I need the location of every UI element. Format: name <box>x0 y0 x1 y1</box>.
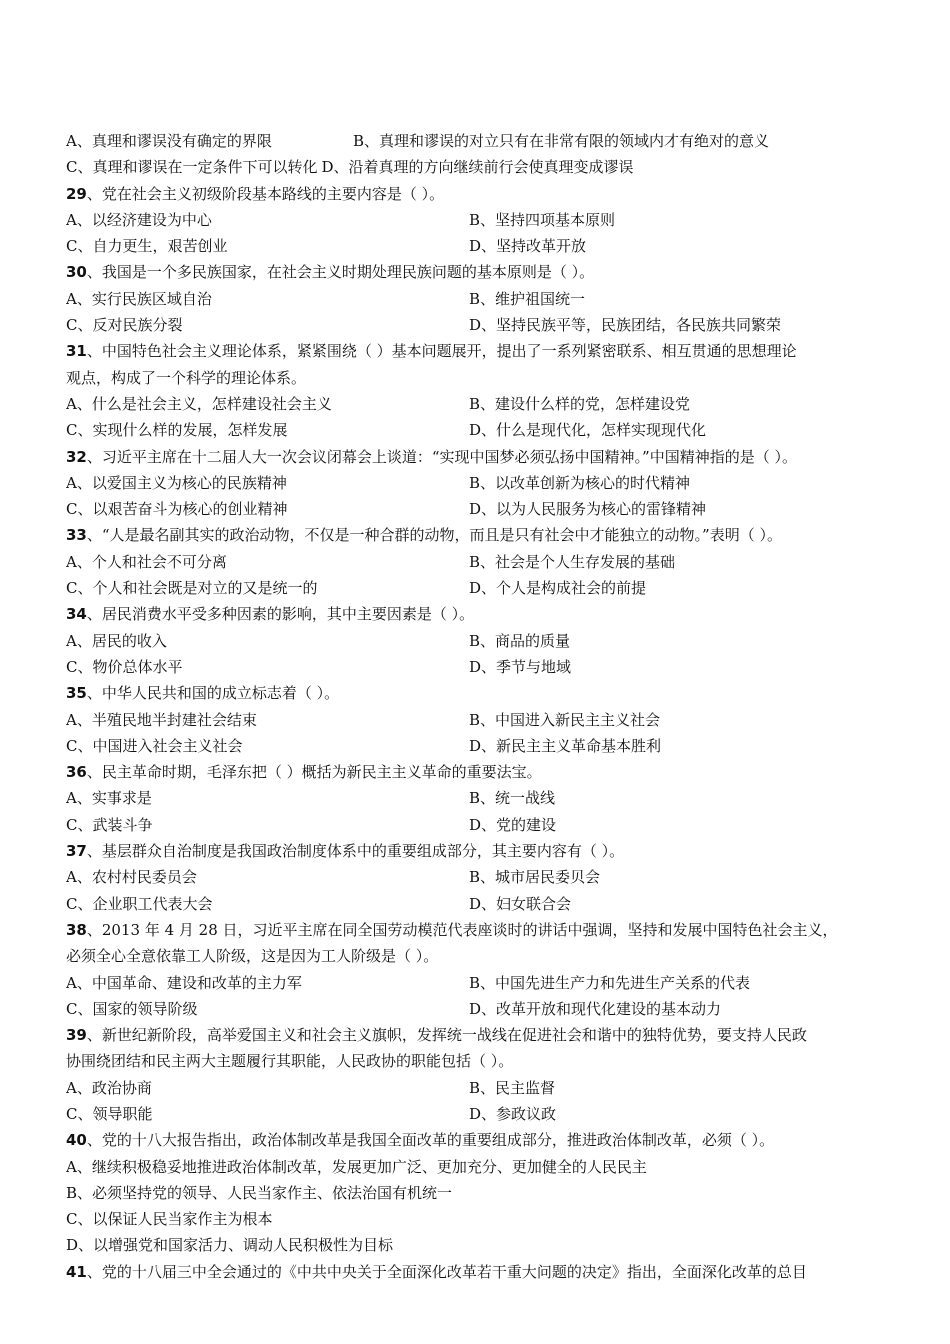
options-row <box>66 233 896 259</box>
option-b: B、统一战线 <box>469 789 556 808</box>
options-row <box>66 207 896 233</box>
option-a: A、以经济建设为中心 <box>66 210 212 229</box>
options-row <box>66 654 896 680</box>
question-36 <box>66 759 896 785</box>
option-a: A、居民的收入 <box>66 631 167 650</box>
option-c: C、中国进入社会主义社会 <box>66 736 243 755</box>
question-37 <box>66 838 896 864</box>
option-a: A、政治协商 <box>66 1078 152 1097</box>
question-text: 、居民消费水平受多种因素的影响，其中主要因素是（ ）。 <box>86 605 475 624</box>
option-d: D、党的建设 <box>469 815 557 834</box>
option-b: B、维护祖国统一 <box>469 289 586 308</box>
q28-options-row-2 <box>66 154 896 180</box>
option-d: D、以为人民服务为核心的雷锋精神 <box>469 500 707 519</box>
option-d: D、个人是构成社会的前提 <box>469 579 647 598</box>
question-text: 、党的十八届三中全会通过的《中共中央关于全面深化改革若干重大问题的决定》指出，全面深化改革的总目 <box>86 1262 807 1281</box>
options-row <box>66 391 896 417</box>
option-c: C、领导职能 <box>66 1104 153 1123</box>
option-b: B、坚持四项基本原则 <box>469 210 616 229</box>
option-d: D、新民主主义革命基本胜利 <box>469 736 662 755</box>
question-number: 36 <box>66 763 87 782</box>
options-row <box>66 575 896 601</box>
question-text: 、民主革命时期，毛泽东把（ ）概括为新民主主义革命的重要法宝。 <box>86 763 542 782</box>
option-c: C、国家的领导阶级 <box>66 999 198 1018</box>
options-row <box>66 1075 896 1101</box>
options-row <box>66 707 896 733</box>
question-text: 、新世纪新阶段，高举爱国主义和社会主义旗帜，发挥统一战线在促进社会和谐中的独特优势，要支持人民政 <box>86 1026 807 1045</box>
option-a: A、继续积极稳妥地推进政治体制改革，发展更加广泛、更加充分、更加健全的人民民主 <box>66 1157 647 1176</box>
option-d: D、什么是现代化，怎样实现现代化 <box>469 421 707 440</box>
question-number: 39 <box>66 1026 87 1045</box>
q28-option-b: B、真理和谬误的对立只有在非常有限的领域内才有绝对的意义 <box>353 132 770 150</box>
option-a: A、什么是社会主义，怎样建设社会主义 <box>66 394 332 413</box>
option-d: D、妇女联合会 <box>469 894 572 913</box>
exam-page <box>66 128 896 1285</box>
option-c: C、以艰苦奋斗为核心的创业精神 <box>66 500 288 519</box>
option-b: B、中国进入新民主主义社会 <box>469 710 661 729</box>
question-33 <box>66 522 896 548</box>
option-d: D、坚持民族平等，民族团结，各民族共同繁荣 <box>469 316 782 335</box>
question-number: 32 <box>66 447 87 466</box>
question-38 <box>66 917 896 943</box>
option-a: A、实事求是 <box>66 789 152 808</box>
option-a: A、实行民族区域自治 <box>66 289 212 308</box>
option-b: B、商品的质量 <box>469 631 571 650</box>
question-text: 、我国是一个多民族国家，在社会主义时期处理民族问题的基本原则是（ ）。 <box>86 263 595 282</box>
question-number: 31 <box>66 342 87 361</box>
question-35 <box>66 680 896 706</box>
options-row <box>66 496 896 522</box>
question-text: 、2013 年 4 月 28 日，习近平主席在同全国劳动模范代表座谈时的讲话中强调，坚持和发展中国特色社会主义， <box>86 920 838 939</box>
question-text: 、党的十八大报告指出，政治体制改革是我国全面改革的重要组成部分，推进政治体制改革，必须（ ）。 <box>86 1131 775 1150</box>
question-text-continued: 协围绕团结和民主两大主题履行其职能，人民政协的职能包括（ ）。 <box>66 1052 514 1071</box>
options-row <box>66 470 896 496</box>
options-row <box>66 970 896 996</box>
options-row <box>66 417 896 443</box>
option-d: D、坚持改革开放 <box>469 237 587 256</box>
question-number: 41 <box>66 1262 87 1281</box>
question-number: 34 <box>66 605 87 624</box>
option-b: B、中国先进生产力和先进生产关系的代表 <box>469 973 751 992</box>
question-41 <box>66 1259 896 1285</box>
option-d: D、改革开放和现代化建设的基本动力 <box>469 999 722 1018</box>
options-row <box>66 996 896 1022</box>
question-32 <box>66 444 896 470</box>
options-row <box>66 312 896 338</box>
q28-option-a: A、真理和谬误没有确定的界限 <box>66 132 272 150</box>
q28-option-d: D、沿着真理的方向继续前行会使真理变成谬误 <box>321 158 634 177</box>
option-b: B、民主监督 <box>469 1078 556 1097</box>
option-a: A、中国革命、建设和改革的主力军 <box>66 973 302 992</box>
question-39 <box>66 1022 896 1048</box>
question-text: 、“人是最名副其实的政治动物，不仅是一种合群的动物，而且是只有社会中才能独立的动物。”表明（ ）。 <box>86 526 782 545</box>
options-row <box>66 628 896 654</box>
option-d: D、参政议政 <box>469 1104 557 1123</box>
option-c: C、个人和社会既是对立的又是统一的 <box>66 579 318 598</box>
options-row <box>66 549 896 575</box>
option-a: A、农村村民委员会 <box>66 868 197 887</box>
option-b: B、以改革创新为核心的时代精神 <box>469 473 691 492</box>
options-row <box>66 1101 896 1127</box>
option-b: B、建设什么样的党，怎样建设党 <box>469 394 691 413</box>
question-40 <box>66 1127 896 1153</box>
options-row <box>66 733 896 759</box>
options-row <box>66 286 896 312</box>
question-31 <box>66 338 896 364</box>
option-b: B、社会是个人生存发展的基础 <box>469 552 676 571</box>
option-c: C、以保证人民当家作主为根本 <box>66 1210 273 1229</box>
option-c: C、企业职工代表大会 <box>66 894 213 913</box>
question-number: 30 <box>66 263 87 282</box>
option-b: B、城市居民委贝会 <box>469 868 601 887</box>
question-30 <box>66 259 896 285</box>
options-row <box>66 864 896 890</box>
option-c: C、反对民族分裂 <box>66 316 183 335</box>
question-number: 37 <box>66 842 87 861</box>
question-text-continued: 必须全心全意依靠工人阶级，这是因为工人阶级是（ ）。 <box>66 947 439 966</box>
q28-options-row-1 <box>66 128 896 154</box>
option-c: C、实现什么样的发展，怎样发展 <box>66 421 288 440</box>
q28-option-c: C、真理和谬误在一定条件下可以转化 <box>66 158 318 177</box>
question-number: 29 <box>66 184 87 203</box>
question-number: 38 <box>66 920 87 939</box>
question-text: 、党在社会主义初级阶段基本路线的主要内容是（ ）。 <box>86 184 445 203</box>
option-b: B、必须坚持党的领导、人民当家作主、依法治国有机统一 <box>66 1183 453 1202</box>
option-a: A、半殖民地半封建社会结束 <box>66 710 257 729</box>
question-29 <box>66 181 896 207</box>
question-text: 、中国特色社会主义理论体系，紧紧围绕（ ）基本问题展开，提出了一系列紧密联系、相互贯通的思想理论 <box>86 342 797 361</box>
question-number: 33 <box>66 526 87 545</box>
options-row <box>66 812 896 838</box>
question-text: 、习近平主席在十二届人大一次会议闭幕会上谈道：“实现中国梦必须弘扬中国精神。”中国精神指的是（ ）。 <box>86 447 797 466</box>
option-d: D、季节与地域 <box>469 657 572 676</box>
option-c: C、武装斗争 <box>66 815 153 834</box>
option-c: C、自力更生，艰苦创业 <box>66 237 228 256</box>
question-34 <box>66 601 896 627</box>
question-text: 、基层群众自治制度是我国政治制度体系中的重要组成部分，其主要内容有（ ）。 <box>86 842 625 861</box>
option-a: A、以爱国主义为核心的民族精神 <box>66 473 287 492</box>
option-d: D、以增强党和国家活力、调动人民积极性为目标 <box>66 1236 394 1255</box>
option-c: C、物价总体水平 <box>66 657 183 676</box>
options-row <box>66 891 896 917</box>
question-number: 40 <box>66 1131 87 1150</box>
question-number: 35 <box>66 684 87 703</box>
option-a: A、个人和社会不可分离 <box>66 552 227 571</box>
question-text-continued: 观点，构成了一个科学的理论体系。 <box>66 368 307 387</box>
options-row <box>66 785 896 811</box>
question-text: 、中华人民共和国的成立标志着（ ）。 <box>86 684 340 703</box>
